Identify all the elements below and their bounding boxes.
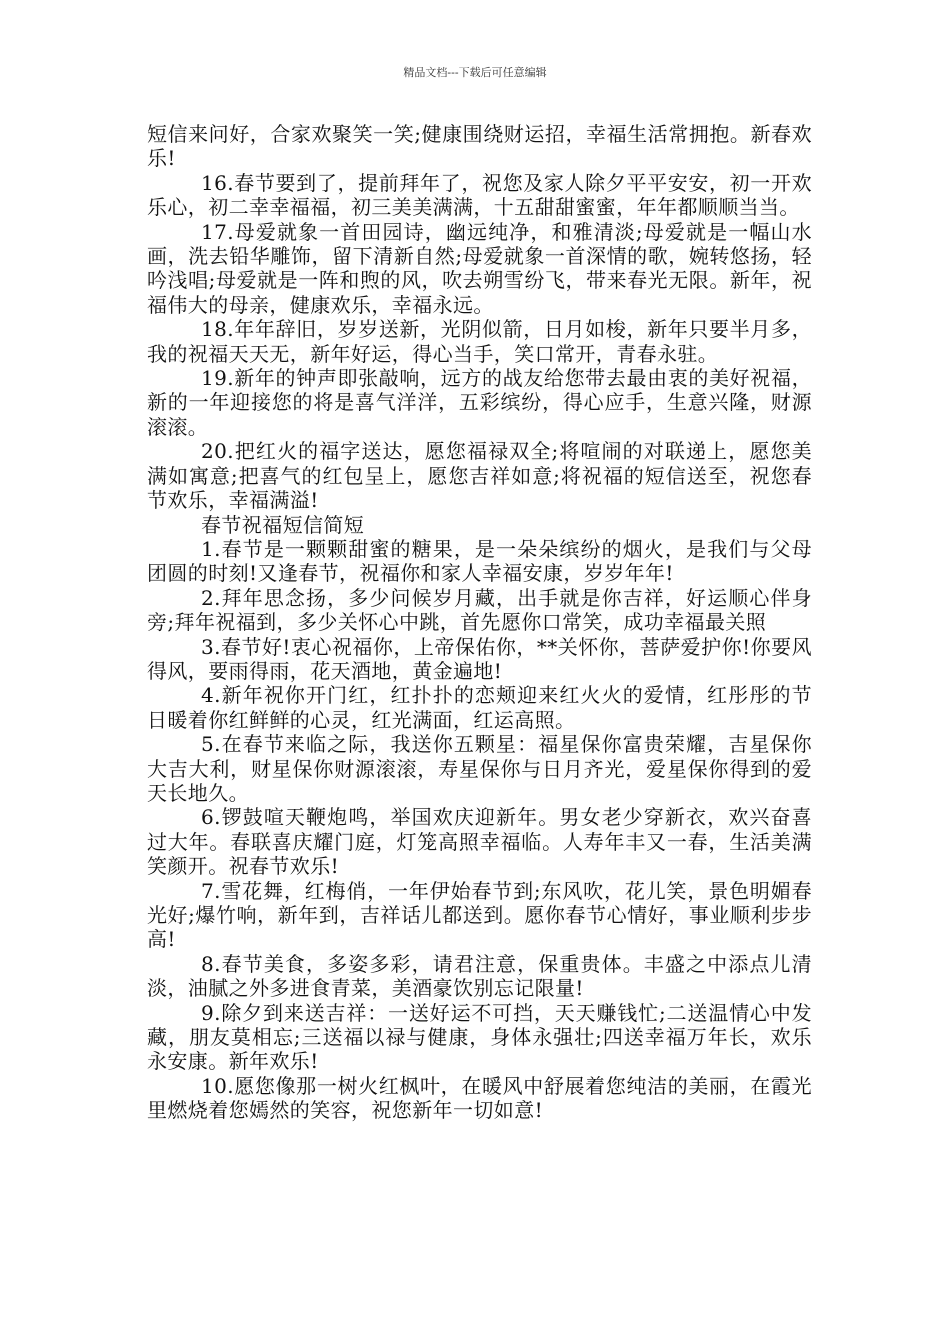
paragraph: 20.把红火的福字送达，愿您福禄双全;将喧闹的对联递上，愿您美满如寓意;把喜气的红包呈上，愿您吉祥如意;将祝福的短信送至，祝您春节欢乐，幸福满溢! <box>147 439 812 513</box>
paragraph: 10.愿您像那一树火红枫叶，在暖风中舒展着您纯洁的美丽，在霞光里燃烧着您嫣然的笑容，祝您新年一切如意! <box>147 1073 812 1123</box>
paragraph: 19.新年的钟声即张敲响，远方的战友给您带去最由衷的美好祝福，新的一年迎接您的将是喜气洋洋，五彩缤纷，得心应手，生意兴隆，财源滚滚。 <box>147 366 812 439</box>
paragraph: 6.锣鼓喧天鞭炮鸣，举国欢庆迎新年。男女老少穿新衣，欢兴奋喜过大年。春联喜庆耀门庭，灯笼高照幸福临。人寿年丰又一春，生活美满笑颜开。祝春节欢乐! <box>147 805 812 879</box>
paragraph: 2.拜年思念扬，多少问候岁月藏，出手就是你吉祥，好运顺心伴身旁;拜年祝福到，多少关怀心中跳，首先愿你口常笑，成功幸福最关照 <box>147 585 812 635</box>
page-header: 精品文档---下载后可任意编辑 <box>403 66 547 79</box>
paragraph: 1.春节是一颗颗甜蜜的糖果，是一朵朵缤纷的烟火，是我们与父母团圆的时刻!又逢春节，祝福你和家人幸福安康，岁岁年年! <box>147 536 812 586</box>
paragraph: 18.年年辞旧，岁岁送新，光阴似箭，日月如梭，新年只要半月多，我的祝福天天无，新年好运，得心当手，笑口常开，青春永驻。 <box>147 317 812 366</box>
section-heading: 春节祝福短信简短 <box>201 512 365 537</box>
paragraph: 短信来问好，合家欢聚笑一笑;健康围绕财运招，幸福生活常拥抱。新春欢乐! <box>147 122 812 171</box>
paragraph: 3.春节好!衷心祝福你，上帝保佑你，**关怀你，菩萨爱护你!你要风得风，要雨得雨，花天酒地，黄金遍地! <box>147 634 812 683</box>
paragraph: 9.除夕到来送吉祥：一送好运不可挡，天天赚钱忙;二送温情心中发藏，朋友莫相忘;三送福以禄与健康，身体永强壮;四送幸福万年长，欢乐永安康。新年欢乐! <box>147 1000 812 1074</box>
paragraph: 5.在春节来临之际，我送你五颗星：福星保你富贵荣耀，吉星保你大吉大利，财星保你财源滚滚，寿星保你与日月齐光，爱星保你得到的爱天长地久。 <box>147 732 812 805</box>
paragraph: 8.春节美食，多姿多彩，请君注意，保重贵体。丰盛之中添点儿清淡，油腻之外多进食青菜，美酒豪饮别忘记限量! <box>147 951 812 1001</box>
paragraph: 17.母爱就象一首田园诗，幽远纯净，和雅清淡;母爱就是一幅山水画，洗去铅华雕饰，留下清新自然;母爱就象一首深情的歌，婉转悠扬，轻吟浅唱;母爱就是一阵和煦的风，吹去朔雪纷飞，带来春光无限。新年，祝福伟大的母亲，健康欢乐，幸福永远。 <box>147 219 812 317</box>
document-body <box>147 122 812 1123</box>
paragraph: 16.春节要到了，提前拜年了，祝您及家人除夕平平安安，初一开欢乐心，初二幸幸福福，初三美美满满，十五甜甜蜜蜜，年年都顺顺当当。 <box>147 170 812 220</box>
paragraph: 7.雪花舞，红梅俏，一年伊始春节到;东风吹，花儿笑，景色明媚春光好;爆竹响，新年到，吉祥话儿都送到。愿你春节心情好，事业顺利步步高! <box>147 878 812 952</box>
paragraph: 4.新年祝你开门红，红扑扑的恋颊迎来红火火的爱情，红彤彤的节日暖着你红鲜鲜的心灵，红光满面，红运高照。 <box>147 683 812 732</box>
